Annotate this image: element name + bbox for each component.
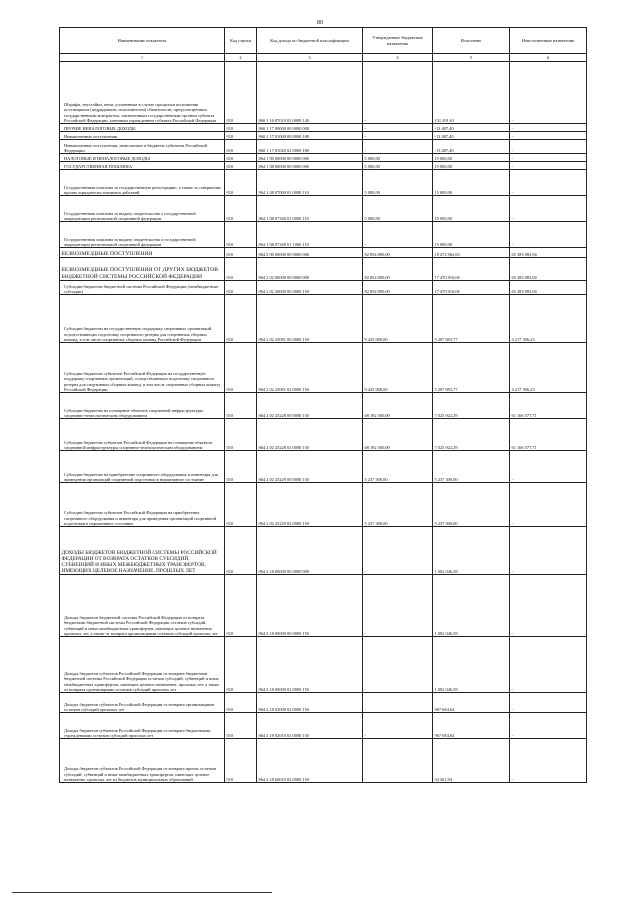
cell-executed: -13 487,40: [433, 140, 510, 154]
cell-name: Государственная пошлина за государственную регистрацию, а также за совершение прочих юридически значимых действий: [60, 170, 225, 196]
cell-unexecuted: -: [510, 124, 587, 132]
cell-name: Доходы бюджетов бюджетной системы Российской Федерации от возврата бюджетами бюджетной системы Российской Федерации остатков субсидий, субвенций и иных межбюджетных трансфертов, имеющих целевое назначение, прошлых лет, а также от возврата организациями остатков субсидий прошлых лет: [60, 575, 225, 637]
cell-code: 010: [225, 281, 257, 295]
table-row: [60, 483, 587, 527]
cell-code: 010: [225, 527, 257, 575]
cell-approved: -: [363, 62, 433, 124]
cell-kbk: 860 1 16 07010 02 0000 140: [257, 62, 363, 124]
cell-executed: 1 002 046,58: [433, 637, 510, 693]
cell-code: 010: [225, 575, 257, 637]
cell-unexecuted: -: [510, 62, 587, 124]
cell-name: Субсидии бюджетам на оснащение объектов спортивной инфраструктуры спортивно-технологическим оборудованием: [60, 393, 225, 419]
table-row: [60, 132, 587, 140]
cell-name: БЕЗВОЗМЕЗДНЫЕ ПОСТУПЛЕНИЯ ОТ ДРУГИХ БЮДЖЕТОВ БЮДЖЕТНОЙ СИСТЕМЫ РОССИЙСКОЙ ФЕДЕРАЦИИ: [60, 258, 225, 281]
table-row: [60, 739, 587, 783]
cell-kbk: 864 2 18 00000 02 0000 150: [257, 637, 363, 693]
cell-unexecuted: -: [510, 162, 587, 170]
header-approved: Утвержденные бюджетные назначения: [363, 28, 433, 54]
cell-kbk: 864 1 08 00000 00 0000 000: [257, 162, 363, 170]
cell-code: 010: [225, 62, 257, 124]
table-row: [60, 170, 587, 196]
cell-code: 010: [225, 393, 257, 419]
cell-executed: 1 002 046,58: [433, 527, 510, 575]
cell-unexecuted: -: [510, 483, 587, 527]
cell-name: Государственная пошлина за выдачу свидетельства о государственной аккредитации региональной спортивной федерации: [60, 196, 225, 222]
column-number: 4: [363, 54, 433, 62]
cell-unexecuted: -: [510, 527, 587, 575]
cell-name: Субсидии бюджетам на государственную поддержку спортивных организаций, осуществляющих подготовку спортивного резерва для спортивных сборных команд, в том числе спортивных сборных команд Российской Федерации: [60, 295, 225, 343]
cell-executed: 15 000,00: [433, 170, 510, 196]
cell-kbk: 864 2 02 25081 00 0000 150: [257, 295, 363, 343]
cell-executed: 7 025 922,29: [433, 393, 510, 419]
cell-approved: 5 237 300,00: [363, 451, 433, 483]
cell-approved: 82 854 800,00: [363, 281, 433, 295]
cell-executed: 15 000,00: [433, 222, 510, 248]
cell-approved: -: [363, 140, 433, 154]
cell-approved: -: [363, 713, 433, 739]
cell-kbk: 864 2 18 60010 02 0000 150: [257, 739, 363, 783]
cell-executed: 18 472 962,63: [433, 248, 510, 258]
cell-approved: 5 000,00: [363, 162, 433, 170]
cell-kbk: 864 2 02 20000 00 0000 150: [257, 281, 363, 295]
cell-code: 010: [225, 258, 257, 281]
table-row: [60, 637, 587, 693]
cell-unexecuted: 65 383 883,94: [510, 281, 587, 295]
cell-name: Субсидии бюджетам бюджетной системы Российской Федерации (межбюджетные субсидии): [60, 281, 225, 295]
cell-code: 010: [225, 483, 257, 527]
cell-name: Штрафы, неустойки, пени, уплаченные в случае просрочки исполнения поставщиком (подрядчиком, исполнителем) обязательств, предусмотренных государственным контрактом, заключенным государственным органом субъекта Российской Федерации, казенным учреждением субъекта Российской Федерации: [60, 62, 225, 124]
cell-approved: -: [363, 124, 433, 132]
cell-executed: 15 000,00: [433, 196, 510, 222]
cell-kbk: 864 2 18 02000 02 0000 150: [257, 693, 363, 713]
cell-approved: 5 237 300,00: [363, 483, 433, 527]
cell-name: БЕЗВОЗМЕЗДНЫЕ ПОСТУПЛЕНИЯ: [60, 248, 225, 258]
cell-executed: 5 207 693,77: [433, 295, 510, 343]
cell-kbk: 864 2 02 25229 00 0000 150: [257, 451, 363, 483]
cell-unexecuted: -: [510, 637, 587, 693]
header-executed: Исполнено: [433, 28, 510, 54]
cell-unexecuted: -: [510, 140, 587, 154]
cell-approved: 5 000,00: [363, 154, 433, 162]
cell-name: Государственная пошлина за выдачу свидетельства о государственной аккредитации региональной спортивной федерации: [60, 222, 225, 248]
table-row: [60, 343, 587, 393]
cell-code: 010: [225, 419, 257, 451]
cell-code: 010: [225, 713, 257, 739]
cell-executed: 5 237 300,00: [433, 451, 510, 483]
table-row: [60, 140, 587, 154]
cell-approved: 82 854 800,00: [363, 248, 433, 258]
table-row: [60, 575, 587, 637]
cell-unexecuted: -: [510, 739, 587, 783]
header-name: Наименование показателя: [60, 28, 225, 54]
header-code: Код строки: [225, 28, 257, 54]
cell-name: Субсидии бюджетам субъектов Российской Федерации на приобретение спортивного оборудования и инвентаря для приведения организаций спортивной подготовки в нормативное состояние: [60, 483, 225, 527]
table-row: [60, 393, 587, 419]
table-row: [60, 451, 587, 483]
cell-code: 010: [225, 248, 257, 258]
cell-kbk: 864 2 02 25081 02 0000 150: [257, 343, 363, 393]
cell-code: 010: [225, 295, 257, 343]
cell-unexecuted: -: [510, 451, 587, 483]
cell-code: 010: [225, 162, 257, 170]
column-number-row: [60, 54, 587, 62]
cell-approved: 5 000,00: [363, 196, 433, 222]
cell-executed: 967 684,64: [433, 693, 510, 713]
page-number: 80: [317, 20, 323, 26]
table-row: [60, 258, 587, 281]
cell-executed: 5 237 300,00: [433, 483, 510, 527]
cell-approved: -: [363, 575, 433, 637]
cell-executed: 15 000,00: [433, 154, 510, 162]
cell-kbk: 864 2 00 00000 00 0000 000: [257, 248, 363, 258]
cell-code: 010: [225, 154, 257, 162]
column-number: 5: [433, 54, 510, 62]
cell-name: Доходы бюджетов субъектов Российской Федерации от возврата прочих остатков субсидий, субвенций и иных межбюджетных трансфертов, имеющих целевое назначение, прошлых лет из бюджетов муниципальных образований: [60, 739, 225, 783]
table-row: [60, 62, 587, 124]
table-row: [60, 693, 587, 713]
cell-approved: 82 854 800,00: [363, 258, 433, 281]
cell-executed: 17 470 916,06: [433, 258, 510, 281]
cell-unexecuted: 61 166 577,71: [510, 419, 587, 451]
cell-name: НАЛОГОВЫЕ И НЕНАЛОГОВЫЕ ДОХОДЫ: [60, 154, 225, 162]
cell-kbk: 864 2 02 25229 02 0000 150: [257, 483, 363, 527]
column-number: 2: [225, 54, 257, 62]
cell-name: Субсидии бюджетам субъектов Российской Федерации на оснащение объектов спортивной инфраструктуры спортивно-технологическим оборудованием: [60, 419, 225, 451]
cell-code: 010: [225, 451, 257, 483]
cell-name: Субсидии бюджетам на приобретение спортивного оборудования и инвентаря для приведения организаций спортивной подготовки в нормативное состояние: [60, 451, 225, 483]
cell-executed: 15 000,00: [433, 162, 510, 170]
cell-code: 010: [225, 124, 257, 132]
cell-name: Доходы бюджетов субъектов Российской Федерации от возврата бюджетами бюджетной системы Российской Федерации остатков субсидий, субвенций и иных межбюджетных трансфертов, имеющих целевое назначение, прошлых лет, а также от возврата организациями остатков субсидий прошлых лет: [60, 637, 225, 693]
cell-unexecuted: -: [510, 713, 587, 739]
cell-code: 010: [225, 170, 257, 196]
cell-kbk: 864 1 08 07340 01 1000 110: [257, 222, 363, 248]
cell-code: 010: [225, 196, 257, 222]
cell-unexecuted: -: [510, 154, 587, 162]
cell-approved: 68 192 500,00: [363, 393, 433, 419]
cell-unexecuted: 61 166 577,71: [510, 393, 587, 419]
cell-executed: 131 291,61: [433, 62, 510, 124]
cell-name: ПРОЧИЕ НЕНАЛОГОВЫЕ ДОХОДЫ: [60, 124, 225, 132]
cell-executed: 967 684,64: [433, 713, 510, 739]
table-row: [60, 222, 587, 248]
cell-name: Субсидии бюджетам субъектов Российской Федерации на государственную поддержку спортивных организаций, осуществляющих подготовку спортивного резерва для спортивных сборных команд, в том числе спортивных сборных команд Российской Федерации: [60, 343, 225, 393]
cell-code: 010: [225, 637, 257, 693]
cell-name: Доходы бюджетов субъектов Российской Федерации от возврата бюджетными учреждениями остатков субсидий прошлых лет: [60, 713, 225, 739]
cell-kbk: 864 2 18 00000 00 0000 000: [257, 527, 363, 575]
cell-kbk: 864 2 02 25228 00 0000 150: [257, 393, 363, 419]
table-row: [60, 527, 587, 575]
cell-kbk: 864 2 18 00000 00 0000 150: [257, 575, 363, 637]
cell-name: Невыясненные поступления: [60, 132, 225, 140]
cell-kbk: 864 2 02 00000 00 0000 000: [257, 258, 363, 281]
column-number: 1: [60, 54, 225, 62]
cell-executed: -13 487,40: [433, 124, 510, 132]
cell-kbk: 864 2 18 02010 02 0000 150: [257, 713, 363, 739]
column-number: 3: [257, 54, 363, 62]
cell-executed: 34 361,94: [433, 739, 510, 783]
cell-approved: -: [363, 222, 433, 248]
cell-code: 010: [225, 343, 257, 393]
cell-approved: 9 425 000,00: [363, 343, 433, 393]
header-kbk: Код дохода по бюджетной классификации: [257, 28, 363, 54]
cell-executed: 17 470 916,06: [433, 281, 510, 295]
cell-unexecuted: -: [510, 170, 587, 196]
header-row: [60, 28, 587, 54]
table-row: [60, 162, 587, 170]
cell-approved: -: [363, 739, 433, 783]
table-row: [60, 295, 587, 343]
cell-unexecuted: -: [510, 693, 587, 713]
header-unexecuted: Неисполненные назначения: [510, 28, 587, 54]
footer-rule: [12, 892, 272, 893]
cell-kbk: 864 2 02 25228 02 0000 150: [257, 419, 363, 451]
table-row: [60, 419, 587, 451]
cell-unexecuted: -: [510, 222, 587, 248]
cell-unexecuted: 4 217 306,23: [510, 343, 587, 393]
table-row: [60, 124, 587, 132]
cell-name: ДОХОДЫ БЮДЖЕТОВ БЮДЖЕТНОЙ СИСТЕМЫ РОССИЙСКОЙ ФЕДЕРАЦИИ ОТ ВОЗВРАТА ОСТАТКОВ СУБСИДИЙ, СУБВЕНЦИЙ И ИНЫХ МЕЖБЮДЖЕТНЫХ ТРАНСФЕРТОВ, ИМЕЮЩИХ ЦЕЛЕВОЕ НАЗНАЧЕНИЕ, ПРОШЛЫХ ЛЕТ: [60, 527, 225, 575]
cell-unexecuted: -: [510, 196, 587, 222]
table-row: [60, 154, 587, 162]
table-row: [60, 248, 587, 258]
cell-unexecuted: 4 217 306,23: [510, 295, 587, 343]
cell-kbk: 860 1 17 01020 02 0000 180: [257, 140, 363, 154]
table-body: [60, 62, 587, 783]
column-number: 6: [510, 54, 587, 62]
cell-approved: 9 425 000,00: [363, 295, 433, 343]
report-table: [59, 27, 587, 783]
table-row: [60, 281, 587, 295]
cell-code: 010: [225, 693, 257, 713]
table-row: [60, 196, 587, 222]
cell-unexecuted: 65 383 883,94: [510, 258, 587, 281]
cell-kbk: 864 1 00 00000 00 0000 000: [257, 154, 363, 162]
cell-executed: 1 002 046,58: [433, 575, 510, 637]
cell-code: 010: [225, 222, 257, 248]
table-row: [60, 713, 587, 739]
cell-executed: -13 487,40: [433, 132, 510, 140]
cell-kbk: 864 1 08 07000 01 0000 110: [257, 170, 363, 196]
cell-kbk: 860 1 17 00000 00 0000 000: [257, 124, 363, 132]
cell-unexecuted: -: [510, 575, 587, 637]
cell-approved: 68 192 500,00: [363, 419, 433, 451]
cell-unexecuted: -: [510, 132, 587, 140]
cell-executed: 7 025 922,29: [433, 419, 510, 451]
cell-name: Доходы бюджетов субъектов Российской Федерации от возврата организациями остатков субсидий прошлых лет: [60, 693, 225, 713]
cell-approved: -: [363, 637, 433, 693]
cell-executed: 5 207 693,77: [433, 343, 510, 393]
cell-approved: -: [363, 693, 433, 713]
cell-kbk: 864 1 08 07340 01 0000 110: [257, 196, 363, 222]
cell-name: Невыясненные поступления, зачисляемые в бюджеты субъектов Российской Федерации: [60, 140, 225, 154]
cell-approved: -: [363, 527, 433, 575]
cell-name: ГОСУДАРСТВЕННАЯ ПОШЛИНА: [60, 162, 225, 170]
cell-kbk: 860 1 17 01000 00 0000 180: [257, 132, 363, 140]
cell-code: 010: [225, 132, 257, 140]
cell-code: 010: [225, 739, 257, 783]
cell-approved: -: [363, 132, 433, 140]
cell-code: 010: [225, 140, 257, 154]
cell-unexecuted: 65 383 883,94: [510, 248, 587, 258]
cell-approved: 5 000,00: [363, 170, 433, 196]
